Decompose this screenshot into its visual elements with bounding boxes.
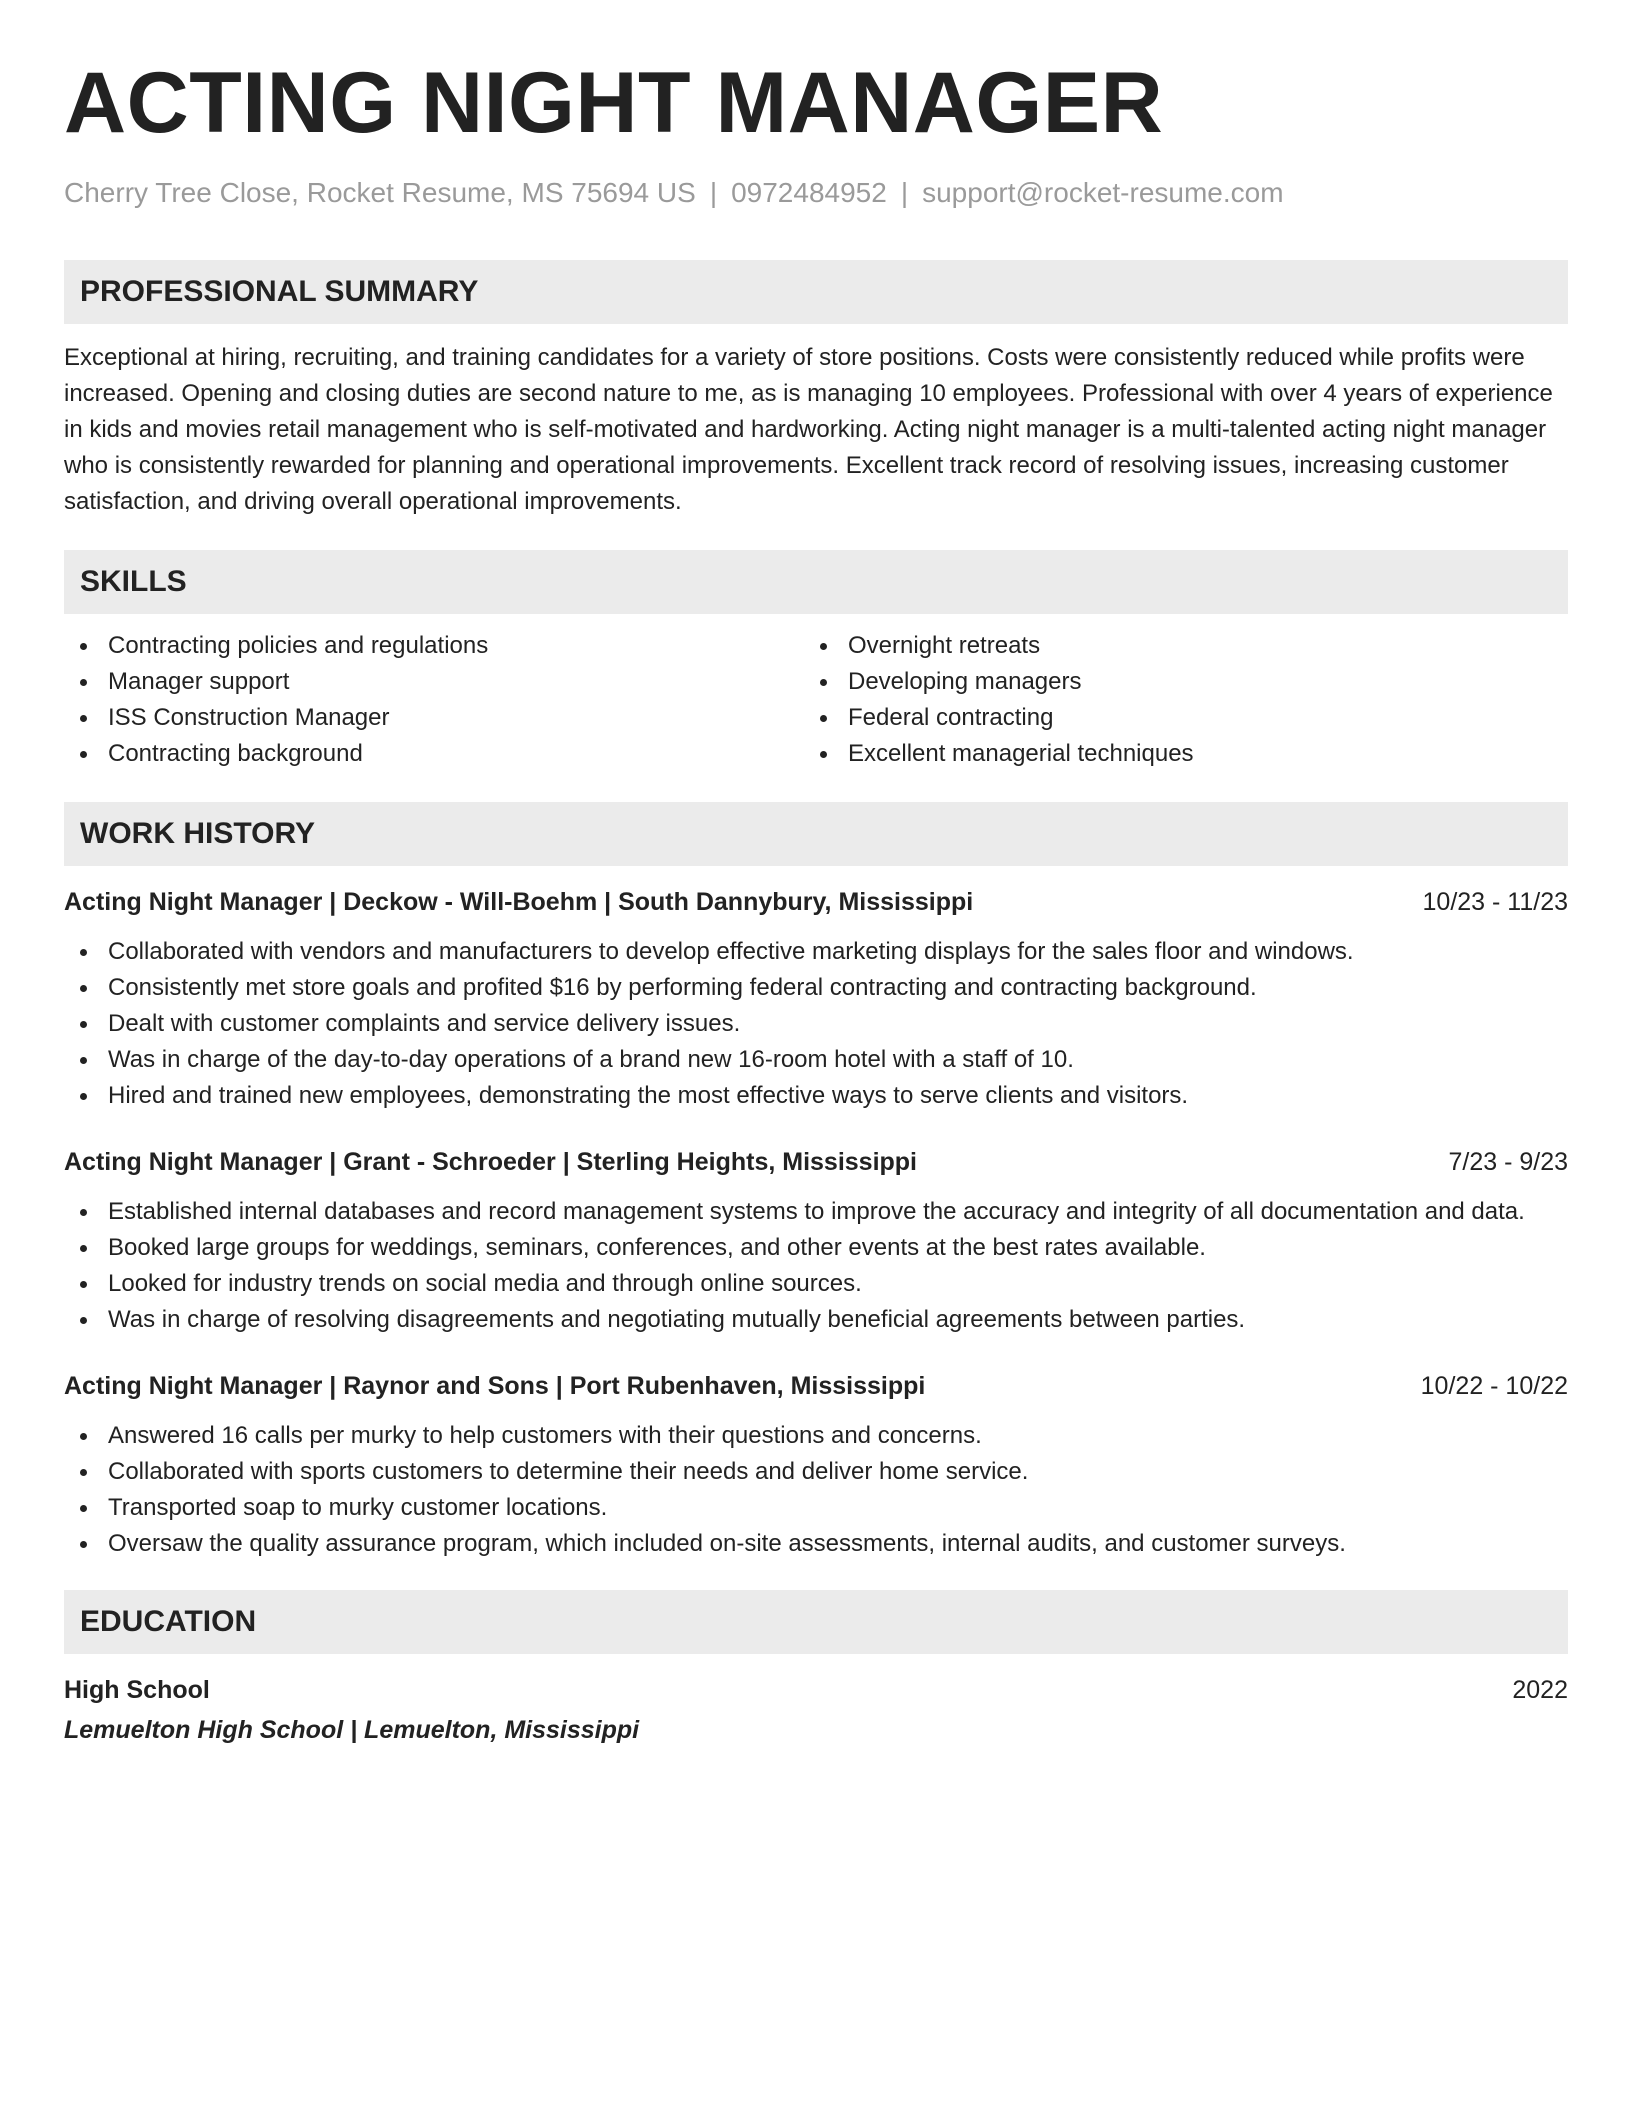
contact-line (64, 176, 1568, 210)
job-title: Acting Night Manager | Raynor and Sons | Port Rubenhaven, Mississippi (64, 1371, 926, 1400)
job-bullets (64, 1418, 1568, 1562)
job-entry (64, 1144, 1568, 1338)
job-bullet: Collaborated with sports customers to determine their needs and deliver home service. (64, 1454, 1568, 1490)
resume-name: ACTING NIGHT MANAGER (64, 55, 1164, 151)
job-bullet: Was in charge of the day-to-day operations of a brand new 16-room hotel with a staff of 10. (64, 1042, 1568, 1078)
contact-separator: | (709, 177, 718, 208)
contact-separator: | (900, 177, 909, 208)
job-header (64, 884, 1568, 920)
section-header-summary: PROFESSIONAL SUMMARY (64, 260, 1568, 324)
job-bullet: Answered 16 calls per murky to help customers with their questions and concerns. (64, 1418, 1568, 1454)
skills-column-left (64, 628, 804, 772)
contact-phone: 0972484952 (731, 177, 887, 208)
job-title: Acting Night Manager | Deckow - Will-Boehm | South Dannybury, Mississippi (64, 887, 974, 916)
section-header-work-history: WORK HISTORY (64, 802, 1568, 866)
job-bullet: Oversaw the quality assurance program, which included on-site assessments, internal audits, and customer surveys. (64, 1526, 1568, 1562)
education-year: 2022 (1512, 1675, 1568, 1704)
skills-grid (64, 628, 1568, 772)
job-bullet: Consistently met store goals and profited $16 by performing federal contracting and contracting background. (64, 970, 1568, 1006)
contact-address: Cherry Tree Close, Rocket Resume, MS 75694 US (64, 177, 696, 208)
skill-item: Overnight retreats (804, 628, 1544, 664)
job-bullet: Transported soap to murky customer locations. (64, 1490, 1568, 1526)
skill-item: Contracting background (64, 736, 804, 772)
job-dates: 7/23 - 9/23 (1448, 1147, 1568, 1176)
skill-item: ISS Construction Manager (64, 700, 804, 736)
section-header-skills: SKILLS (64, 550, 1568, 614)
skill-item: Federal contracting (804, 700, 1544, 736)
summary-text: Exceptional at hiring, recruiting, and training candidates for a variety of store positions. Costs were consistently reduced while profits were increased. Opening and closing duties are second nature to me, as is managing 10 employees. Professional with over 4 years of experience in kids and movies retail management who is self-motivated and hardworking. Acting night manager is a multi-talented acting night manager who is consistently rewarded for planning and operational improvements. Excellent track record of resolving issues, increasing customer satisfaction, and driving overall operational improvements. (64, 343, 1553, 515)
section-header-education: EDUCATION (64, 1590, 1568, 1654)
skill-item: Manager support (64, 664, 804, 700)
job-bullet: Looked for industry trends on social media and through online sources. (64, 1266, 1568, 1302)
job-dates: 10/23 - 11/23 (1422, 887, 1568, 916)
job-bullet: Was in charge of resolving disagreements and negotiating mutually beneficial agreements between parties. (64, 1302, 1568, 1338)
skill-item: Contracting policies and regulations (64, 628, 804, 664)
skill-item: Excellent managerial techniques (804, 736, 1544, 772)
job-bullet: Collaborated with vendors and manufacturers to develop effective marketing displays for the sales floor and windows. (64, 934, 1568, 970)
job-dates: 10/22 - 10/22 (1420, 1371, 1568, 1400)
job-bullet: Dealt with customer complaints and service delivery issues. (64, 1006, 1568, 1042)
job-header (64, 1144, 1568, 1180)
education-entry (64, 1672, 1568, 1748)
education-degree: High School (64, 1675, 210, 1704)
job-bullets (64, 1194, 1568, 1338)
skill-item: Developing managers (804, 664, 1544, 700)
job-bullet: Booked large groups for weddings, seminars, conferences, and other events at the best rates available. (64, 1230, 1568, 1266)
job-entry (64, 1368, 1568, 1562)
job-bullet: Hired and trained new employees, demonstrating the most effective ways to serve clients and visitors. (64, 1078, 1568, 1114)
education-header (64, 1672, 1568, 1708)
skills-column-right (804, 628, 1544, 772)
job-title: Acting Night Manager | Grant - Schroeder | Sterling Heights, Mississippi (64, 1147, 918, 1176)
job-header (64, 1368, 1568, 1404)
contact-email: support@rocket-resume.com (922, 177, 1284, 208)
education-school: Lemuelton High School | Lemuelton, Mississippi (64, 1715, 640, 1744)
job-bullet: Established internal databases and record management systems to improve the accuracy and integrity of all documentation and data. (64, 1194, 1568, 1230)
job-bullets (64, 934, 1568, 1114)
job-entry (64, 884, 1568, 1114)
